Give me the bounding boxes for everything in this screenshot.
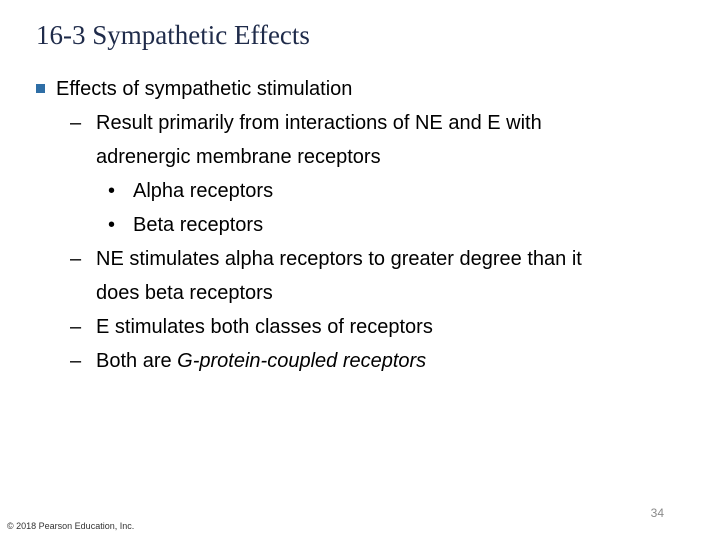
bullet-text: NE stimulates alpha receptors to greater degree than it	[96, 248, 582, 270]
dash-bullet-icon: –	[70, 112, 82, 134]
page-number: 34	[650, 506, 664, 520]
dash-bullet-icon: –	[70, 248, 82, 270]
dot-bullet-icon: •	[108, 180, 116, 202]
bullet-emphasis: G-protein-coupled receptors	[177, 350, 427, 372]
bullet-text: does beta receptors	[96, 282, 273, 304]
bullet-text: adrenergic membrane receptors	[96, 146, 381, 168]
bullet-text: Both are	[96, 350, 178, 372]
bullet-text: Effects of sympathetic stimulation	[56, 78, 353, 100]
bullet-text: Alpha receptors	[133, 180, 274, 202]
bullet-level3	[36, 208, 696, 242]
bullet-level3	[36, 174, 696, 208]
copyright-notice: © 2018 Pearson Education, Inc.	[7, 521, 135, 531]
bullet-level2-continuation	[36, 140, 696, 174]
bullet-level1	[36, 72, 696, 106]
dash-bullet-icon: –	[70, 350, 82, 372]
bullet-level2	[36, 242, 696, 276]
dash-bullet-icon: –	[70, 316, 82, 338]
bullet-level2-continuation	[36, 276, 696, 310]
bullet-level2	[36, 310, 696, 344]
bullet-list	[36, 72, 696, 378]
bullet-level2	[36, 344, 696, 378]
square-bullet-icon	[36, 84, 45, 93]
bullet-text: E stimulates both classes of receptors	[96, 316, 433, 338]
dot-bullet-icon: •	[108, 214, 116, 236]
slide-title: 16-3 Sympathetic Effects	[36, 20, 310, 50]
bullet-text: Result primarily from interactions of NE and E with	[96, 112, 542, 134]
bullet-text: Beta receptors	[133, 214, 264, 236]
bullet-level2	[36, 106, 696, 140]
